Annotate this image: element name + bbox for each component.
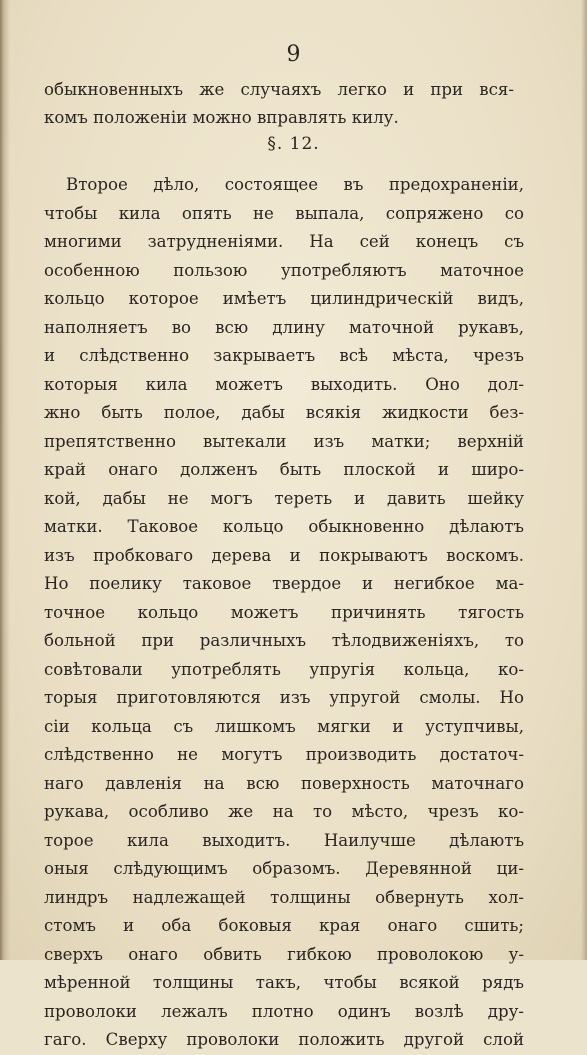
text-line: которыя кила можетъ выходить. Оно дол- <box>44 374 524 394</box>
text-line: совѣтовали употреблять упругія кольца, ко- <box>44 659 524 679</box>
section-heading: §. 12. <box>267 134 320 154</box>
text-line: Но поелику таковое твердое и негибкое ма- <box>44 574 524 593</box>
text-line: стомъ и оба боковыя края онаго сшить; <box>44 916 524 935</box>
text-line: препятственно вытекали изъ матки; верхній <box>44 431 524 451</box>
text-line: изъ пробковаго дерева и покрываютъ воскомъ. <box>44 545 524 565</box>
text-line: мѣренной толщины такъ, чтобы всякой рядъ <box>44 973 524 992</box>
text-line: сіи кольца съ лишкомъ мягки и уступчивы, <box>44 716 524 736</box>
text-line: край онаго долженъ быть плоской и широ- <box>44 460 524 479</box>
text-line: жно быть полое, дабы всякія жидкости без- <box>44 403 524 422</box>
text-line: больной при различныхъ тѣлодвиженіяхъ, то <box>44 631 524 650</box>
text-line: слѣдственно не могутъ производить достаточ- <box>44 745 524 764</box>
text-line: оныя слѣдующимъ образомъ. Деревянной ци- <box>44 859 524 878</box>
text-line: кольцо которое имѣетъ цилиндрическій видъ, <box>44 289 524 308</box>
text-line: проволоки лежалъ плотно одинъ возлѣ дру- <box>44 1001 524 1021</box>
continued-paragraph <box>44 76 514 132</box>
text-line: кой, дабы не могъ тереть и давить шейку <box>44 488 524 508</box>
text-line: комъ положеніи можно вправлять килу. <box>44 108 399 127</box>
text-line: рукава, особливо же на то мѣсто, чрезъ ко- <box>44 802 524 821</box>
page-number: 9 <box>286 42 301 67</box>
text-line: матки. Таковое кольцо обыкновенно дѣлаютъ <box>44 517 524 536</box>
text-line: обыкновенныхъ же случаяхъ легко и при вся- <box>44 80 514 99</box>
text-line: наполняетъ во всю длину маточной рукавъ, <box>44 317 524 337</box>
text-line: точное кольцо можетъ причинять тягость <box>44 602 524 622</box>
text-line: особенною пользою употребляютъ маточное <box>44 260 524 280</box>
text-line: гаго. Сверху проволоки положить другой слой <box>44 1030 524 1049</box>
text-line: торое кила выходитъ. Наилучше дѣлаютъ <box>44 830 524 850</box>
text-line: сверхъ онаго обвить гибкою проволокою у- <box>44 944 524 964</box>
text-line: и слѣдственно закрываетъ всѣ мѣста, чрезъ <box>44 346 524 365</box>
section-body <box>44 171 524 1055</box>
text-line: чтобы кила опять не выпала, сопряжено со <box>44 203 524 223</box>
text-line: многими затрудненіями. На сей конецъ съ <box>44 232 524 251</box>
text-line: линдръ надлежащей толщины обвернуть хол- <box>44 887 524 907</box>
text-line: торыя приготовляются изъ упругой смолы. Но <box>44 688 524 707</box>
text-line: наго давленія на всю поверхность маточнаго <box>44 773 524 793</box>
text-line: Второе дѣло, состоящее въ предохраненіи, <box>66 175 524 194</box>
